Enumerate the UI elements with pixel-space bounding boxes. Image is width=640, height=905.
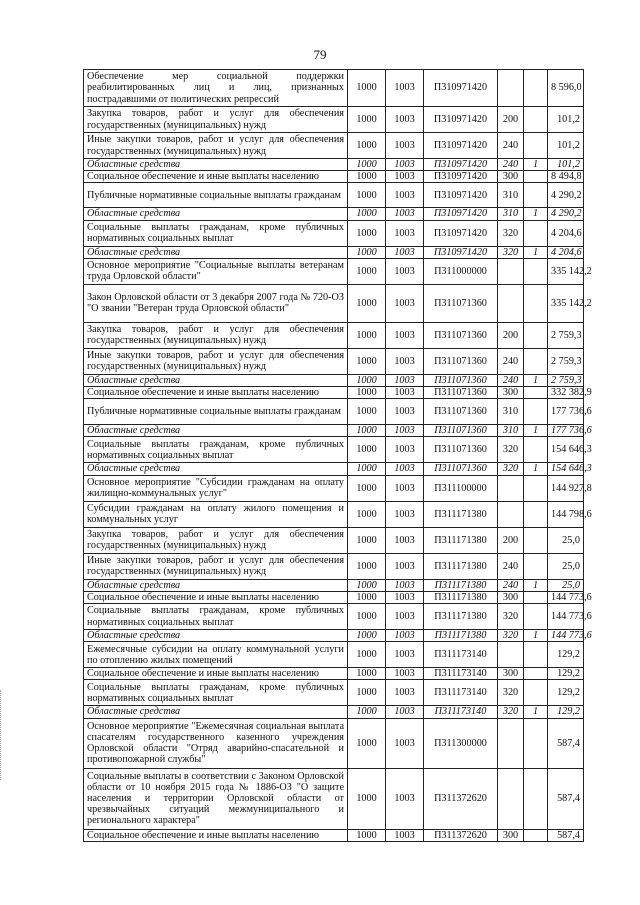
section-code-cell: 1000	[348, 208, 386, 220]
funding-source-cell	[524, 183, 548, 208]
section-code-cell: 1000	[348, 183, 386, 208]
expense-type-cell: 200	[498, 107, 524, 133]
table-row	[84, 706, 584, 718]
section-code-cell: 1000	[348, 284, 386, 322]
section-code-cell: 1000	[348, 348, 386, 374]
table-row	[84, 501, 584, 527]
expense-type-cell: 240	[498, 553, 524, 579]
subsection-code-cell: 1003	[386, 220, 424, 246]
funding-source-cell: 1	[524, 706, 548, 718]
target-article-cell: П311173140	[424, 668, 498, 680]
table-row	[84, 579, 584, 591]
expense-type-cell: 300	[498, 171, 524, 183]
section-code-cell: 1000	[348, 630, 386, 642]
table-row	[84, 374, 584, 386]
table-row	[84, 463, 584, 475]
expense-name-cell: Закупка товаров, работ и услуг для обеспечения государственных (муниципальных) нужд	[84, 107, 348, 133]
amount-cell: 587,4	[548, 768, 584, 829]
subsection-code-cell: 1003	[386, 553, 424, 579]
table-row	[84, 107, 584, 133]
funding-source-cell	[524, 387, 548, 399]
subsection-code-cell: 1003	[386, 768, 424, 829]
target-article-cell: П311372620	[424, 829, 498, 841]
table-row	[84, 322, 584, 348]
target-article-cell: П311171380	[424, 604, 498, 630]
section-code-cell: 1000	[348, 668, 386, 680]
table-row	[84, 680, 584, 706]
expense-name-cell: Основное мероприятие "Субсидии гражданам на оплату жилищно-коммунальных услуг"	[84, 475, 348, 501]
amount-cell: 587,4	[548, 718, 584, 768]
target-article-cell: П310971420	[424, 159, 498, 171]
subsection-code-cell: 1003	[386, 387, 424, 399]
expense-name-cell: Иные закупки товаров, работ и услуг для обеспечения государственных (муниципальных) нужд	[84, 348, 348, 374]
target-article-cell: П311171380	[424, 553, 498, 579]
table-row	[84, 70, 584, 107]
funding-source-cell	[524, 258, 548, 284]
section-code-cell: 1000	[348, 642, 386, 668]
budget-table	[83, 69, 592, 842]
table-row	[84, 183, 584, 208]
expense-name-cell: Областные средства	[84, 159, 348, 171]
expense-name-cell: Закупка товаров, работ и услуг для обеспечения государственных (муниципальных) нужд	[84, 527, 348, 553]
funding-source-cell	[524, 642, 548, 668]
expense-name-cell: Публичные нормативные социальные выплаты гражданам	[84, 399, 348, 425]
expense-name-cell: Областные средства	[84, 630, 348, 642]
section-code-cell: 1000	[348, 425, 386, 437]
expense-type-cell	[498, 718, 524, 768]
funding-source-cell	[524, 70, 548, 107]
section-code-cell: 1000	[348, 107, 386, 133]
subsection-code-cell: 1003	[386, 527, 424, 553]
subsection-code-cell: 1003	[386, 425, 424, 437]
subsection-code-cell: 1003	[386, 159, 424, 171]
binding-marks	[0, 690, 7, 780]
expense-type-cell: 300	[498, 591, 524, 603]
section-code-cell: 1000	[348, 718, 386, 768]
subsection-code-cell: 1003	[386, 706, 424, 718]
funding-source-cell: 1	[524, 630, 548, 642]
table-row	[84, 437, 584, 463]
subsection-code-cell: 1003	[386, 183, 424, 208]
expense-type-cell: 320	[498, 246, 524, 258]
funding-source-cell	[524, 171, 548, 183]
funding-source-cell: 1	[524, 246, 548, 258]
section-code-cell: 1000	[348, 463, 386, 475]
expense-name-cell: Социальные выплаты гражданам, кроме публичных нормативных социальных выплат	[84, 604, 348, 630]
expense-type-cell	[498, 284, 524, 322]
table-row	[84, 387, 584, 399]
expense-name-cell: Социальное обеспечение и иные выплаты населению	[84, 387, 348, 399]
target-article-cell: П310971420	[424, 220, 498, 246]
expense-name-cell: Областные средства	[84, 579, 348, 591]
expense-type-cell	[498, 475, 524, 501]
expense-type-cell	[498, 70, 524, 107]
expense-name-cell: Публичные нормативные социальные выплаты гражданам	[84, 183, 348, 208]
expense-name-cell: Социальное обеспечение и иные выплаты населению	[84, 668, 348, 680]
target-article-cell: П311071360	[424, 348, 498, 374]
expense-type-cell: 310	[498, 208, 524, 220]
table-row	[84, 829, 584, 841]
subsection-code-cell: 1003	[386, 348, 424, 374]
target-article-cell: П311372620	[424, 768, 498, 829]
funding-source-cell	[524, 604, 548, 630]
expense-name-cell: Областные средства	[84, 374, 348, 386]
section-code-cell: 1000	[348, 70, 386, 107]
expense-type-cell	[498, 642, 524, 668]
table-row	[84, 630, 584, 642]
table-row	[84, 208, 584, 220]
amount-cell: 8 596,0	[548, 70, 584, 107]
target-article-cell: П311071360	[424, 399, 498, 425]
table-row	[84, 258, 584, 284]
expense-type-cell: 320	[498, 604, 524, 630]
funding-source-cell	[524, 527, 548, 553]
target-article-cell: П311071360	[424, 284, 498, 322]
expense-name-cell: Социальные выплаты гражданам, кроме публичных нормативных социальных выплат	[84, 220, 348, 246]
amount-cell: 129,2	[548, 668, 584, 680]
expense-type-cell: 310	[498, 425, 524, 437]
subsection-code-cell: 1003	[386, 284, 424, 322]
expense-name-cell: Областные средства	[84, 706, 348, 718]
amount-cell: 4 204,6	[548, 246, 584, 258]
expense-name-cell: Областные средства	[84, 246, 348, 258]
funding-source-cell: 1	[524, 425, 548, 437]
funding-source-cell	[524, 718, 548, 768]
target-article-cell: П310971420	[424, 171, 498, 183]
expense-type-cell: 310	[498, 183, 524, 208]
funding-source-cell	[524, 680, 548, 706]
amount-cell: 587,4	[548, 829, 584, 841]
expense-type-cell	[498, 501, 524, 527]
target-article-cell: П311173140	[424, 680, 498, 706]
section-code-cell: 1000	[348, 680, 386, 706]
amount-cell: 101,2	[548, 159, 584, 171]
subsection-code-cell: 1003	[386, 718, 424, 768]
section-code-cell: 1000	[348, 437, 386, 463]
subsection-code-cell: 1003	[386, 668, 424, 680]
expense-type-cell: 320	[498, 437, 524, 463]
section-code-cell: 1000	[348, 475, 386, 501]
expense-name-cell: Социальные выплаты в соответствии с Законом Орловской области от 10 ноября 2015 года № 1886-ОЗ "О защите населения и территории Орловской области от чрезвычайных ситуаций межмуниципального и регионального характера"	[84, 768, 348, 829]
table-row	[84, 718, 584, 768]
amount-cell: 129,2	[548, 642, 584, 668]
expense-name-cell: Иные закупки товаров, работ и услуг для обеспечения государственных (муниципальных) нужд	[84, 133, 348, 159]
funding-source-cell	[524, 591, 548, 603]
amount-cell: 335 142,2	[548, 258, 584, 284]
table-row	[84, 171, 584, 183]
subsection-code-cell: 1003	[386, 246, 424, 258]
expense-type-cell: 200	[498, 322, 524, 348]
funding-source-cell	[524, 399, 548, 425]
subsection-code-cell: 1003	[386, 463, 424, 475]
expense-type-cell: 240	[498, 579, 524, 591]
target-article-cell: П311071360	[424, 322, 498, 348]
subsection-code-cell: 1003	[386, 374, 424, 386]
section-code-cell: 1000	[348, 706, 386, 718]
target-article-cell: П311171380	[424, 630, 498, 642]
section-code-cell: 1000	[348, 258, 386, 284]
target-article-cell: П311071360	[424, 463, 498, 475]
expense-name-cell: Ежемесячные субсидии на оплату коммунальной услуги по отоплению жилых помещений	[84, 642, 348, 668]
target-article-cell: П311171380	[424, 501, 498, 527]
amount-cell: 335 142,2	[548, 284, 584, 322]
table-row	[84, 348, 584, 374]
section-code-cell: 1000	[348, 501, 386, 527]
subsection-code-cell: 1003	[386, 475, 424, 501]
target-article-cell: П311171380	[424, 527, 498, 553]
section-code-cell: 1000	[348, 374, 386, 386]
target-article-cell: П311171380	[424, 579, 498, 591]
amount-cell: 332 382,9	[548, 387, 584, 399]
expense-name-cell: Социальное обеспечение и иные выплаты населению	[84, 829, 348, 841]
expense-type-cell: 240	[498, 133, 524, 159]
expense-type-cell: 320	[498, 220, 524, 246]
amount-cell: 144 773,6	[548, 604, 584, 630]
target-article-cell: П310971420	[424, 246, 498, 258]
table-row	[84, 527, 584, 553]
subsection-code-cell: 1003	[386, 171, 424, 183]
section-code-cell: 1000	[348, 591, 386, 603]
amount-cell: 8 494,8	[548, 171, 584, 183]
target-article-cell: П311300000	[424, 718, 498, 768]
target-article-cell: П311100000	[424, 475, 498, 501]
amount-cell: 4 290,2	[548, 183, 584, 208]
subsection-code-cell: 1003	[386, 258, 424, 284]
subsection-code-cell: 1003	[386, 437, 424, 463]
target-article-cell: П311171380	[424, 591, 498, 603]
expense-type-cell: 300	[498, 668, 524, 680]
table-row	[84, 133, 584, 159]
funding-source-cell: 1	[524, 208, 548, 220]
subsection-code-cell: 1003	[386, 680, 424, 706]
amount-cell: 154 646,3	[548, 463, 584, 475]
funding-source-cell	[524, 220, 548, 246]
table-row	[84, 553, 584, 579]
section-code-cell: 1000	[348, 768, 386, 829]
funding-source-cell	[524, 284, 548, 322]
table-row	[84, 425, 584, 437]
expense-type-cell: 300	[498, 387, 524, 399]
amount-cell: 25,0	[548, 579, 584, 591]
target-article-cell: П310971420	[424, 70, 498, 107]
funding-source-cell: 1	[524, 159, 548, 171]
expense-name-cell: Социальное обеспечение и иные выплаты населению	[84, 591, 348, 603]
expense-name-cell: Областные средства	[84, 463, 348, 475]
expense-type-cell: 320	[498, 463, 524, 475]
table-row	[84, 604, 584, 630]
target-article-cell: П310971420	[424, 107, 498, 133]
funding-source-cell	[524, 107, 548, 133]
funding-source-cell: 1	[524, 579, 548, 591]
expense-type-cell: 320	[498, 630, 524, 642]
subsection-code-cell: 1003	[386, 133, 424, 159]
funding-source-cell	[524, 829, 548, 841]
table-row	[84, 284, 584, 322]
expense-name-cell: Субсидии гражданам на оплату жилого помещения и коммунальных услуг	[84, 501, 348, 527]
section-code-cell: 1000	[348, 604, 386, 630]
target-article-cell: П310971420	[424, 208, 498, 220]
table-row	[84, 475, 584, 501]
target-article-cell: П310971420	[424, 133, 498, 159]
amount-cell: 144 773,6	[548, 591, 584, 603]
expense-type-cell	[498, 258, 524, 284]
target-article-cell: П311071360	[424, 425, 498, 437]
target-article-cell: П311071360	[424, 437, 498, 463]
table-row	[84, 668, 584, 680]
funding-source-cell	[524, 501, 548, 527]
expense-type-cell: 240	[498, 374, 524, 386]
subsection-code-cell: 1003	[386, 579, 424, 591]
funding-source-cell	[524, 133, 548, 159]
amount-cell: 101,2	[548, 133, 584, 159]
subsection-code-cell: 1003	[386, 501, 424, 527]
section-code-cell: 1000	[348, 246, 386, 258]
funding-source-cell: 1	[524, 463, 548, 475]
section-code-cell: 1000	[348, 579, 386, 591]
section-code-cell: 1000	[348, 322, 386, 348]
amount-cell: 177 736,6	[548, 425, 584, 437]
funding-source-cell	[524, 348, 548, 374]
target-article-cell: П311000000	[424, 258, 498, 284]
subsection-code-cell: 1003	[386, 642, 424, 668]
amount-cell: 2 759,3	[548, 348, 584, 374]
funding-source-cell	[524, 475, 548, 501]
expense-type-cell: 240	[498, 348, 524, 374]
table-row	[84, 159, 584, 171]
funding-source-cell: 1	[524, 374, 548, 386]
subsection-code-cell: 1003	[386, 70, 424, 107]
subsection-code-cell: 1003	[386, 107, 424, 133]
section-code-cell: 1000	[348, 527, 386, 553]
expense-name-cell: Закон Орловской области от 3 декабря 2007 года № 720-ОЗ "О звании "Ветеран труда Орловской области"	[84, 284, 348, 322]
amount-cell: 154 646,3	[548, 437, 584, 463]
table-row	[84, 246, 584, 258]
funding-source-cell	[524, 322, 548, 348]
amount-cell: 144 798,6	[548, 501, 584, 527]
target-article-cell: П311071360	[424, 387, 498, 399]
amount-cell: 4 290,2	[548, 208, 584, 220]
subsection-code-cell: 1003	[386, 322, 424, 348]
expense-type-cell: 300	[498, 829, 524, 841]
amount-cell: 129,2	[548, 680, 584, 706]
section-code-cell: 1000	[348, 829, 386, 841]
amount-cell: 144 927,8	[548, 475, 584, 501]
target-article-cell: П311173140	[424, 642, 498, 668]
section-code-cell: 1000	[348, 133, 386, 159]
table-row	[84, 642, 584, 668]
expense-type-cell: 320	[498, 706, 524, 718]
amount-cell: 2 759,3	[548, 374, 584, 386]
amount-cell: 4 204,6	[548, 220, 584, 246]
expense-type-cell: 310	[498, 399, 524, 425]
funding-source-cell	[524, 553, 548, 579]
expense-name-cell: Основное мероприятие "Социальные выплаты ветеранам труда Орловской области"	[84, 258, 348, 284]
section-code-cell: 1000	[348, 553, 386, 579]
subsection-code-cell: 1003	[386, 604, 424, 630]
amount-cell: 129,2	[548, 706, 584, 718]
expense-name-cell: Областные средства	[84, 425, 348, 437]
target-article-cell: П311173140	[424, 706, 498, 718]
table-row	[84, 220, 584, 246]
subsection-code-cell: 1003	[386, 591, 424, 603]
amount-cell: 101,2	[548, 107, 584, 133]
expense-name-cell: Областные средства	[84, 208, 348, 220]
expense-name-cell: Закупка товаров, работ и услуг для обеспечения государственных (муниципальных) нужд	[84, 322, 348, 348]
section-code-cell: 1000	[348, 159, 386, 171]
subsection-code-cell: 1003	[386, 829, 424, 841]
expense-name-cell: Социальное обеспечение и иные выплаты населению	[84, 171, 348, 183]
section-code-cell: 1000	[348, 171, 386, 183]
budget-table-body	[84, 70, 592, 842]
expense-name-cell: Социальные выплаты гражданам, кроме публичных нормативных социальных выплат	[84, 680, 348, 706]
table-row	[84, 768, 584, 829]
funding-source-cell	[524, 668, 548, 680]
funding-source-cell	[524, 768, 548, 829]
amount-cell: 2 759,3	[548, 322, 584, 348]
amount-cell: 25,0	[548, 553, 584, 579]
funding-source-cell	[524, 437, 548, 463]
target-article-cell: П311071360	[424, 374, 498, 386]
subsection-code-cell: 1003	[386, 399, 424, 425]
expense-name-cell: Основное мероприятие "Ежемесячная социальная выплата спасателям государственного казенного учреждения Орловской области "Отряд аварийно-спасательной и противопожарной службы"	[84, 718, 348, 768]
target-article-cell: П310971420	[424, 183, 498, 208]
table-row	[84, 399, 584, 425]
subsection-code-cell: 1003	[386, 630, 424, 642]
expense-type-cell: 240	[498, 159, 524, 171]
page-number: 79	[313, 47, 327, 62]
section-code-cell: 1000	[348, 387, 386, 399]
subsection-code-cell: 1003	[386, 208, 424, 220]
amount-cell: 144 773,6	[548, 630, 584, 642]
amount-cell: 177 736,6	[548, 399, 584, 425]
amount-cell: 25,0	[548, 527, 584, 553]
expense-name-cell: Иные закупки товаров, работ и услуг для обеспечения государственных (муниципальных) нужд	[84, 553, 348, 579]
expense-name-cell: Социальные выплаты гражданам, кроме публичных нормативных социальных выплат	[84, 437, 348, 463]
expense-name-cell: Обеспечение мер социальной поддержки реабилитированных лиц и лиц, признанных пострадавшими от политических репрессий	[84, 70, 348, 107]
expense-type-cell	[498, 768, 524, 829]
expense-type-cell: 320	[498, 680, 524, 706]
section-code-cell: 1000	[348, 399, 386, 425]
section-code-cell: 1000	[348, 220, 386, 246]
expense-type-cell: 200	[498, 527, 524, 553]
table-row	[84, 591, 584, 603]
